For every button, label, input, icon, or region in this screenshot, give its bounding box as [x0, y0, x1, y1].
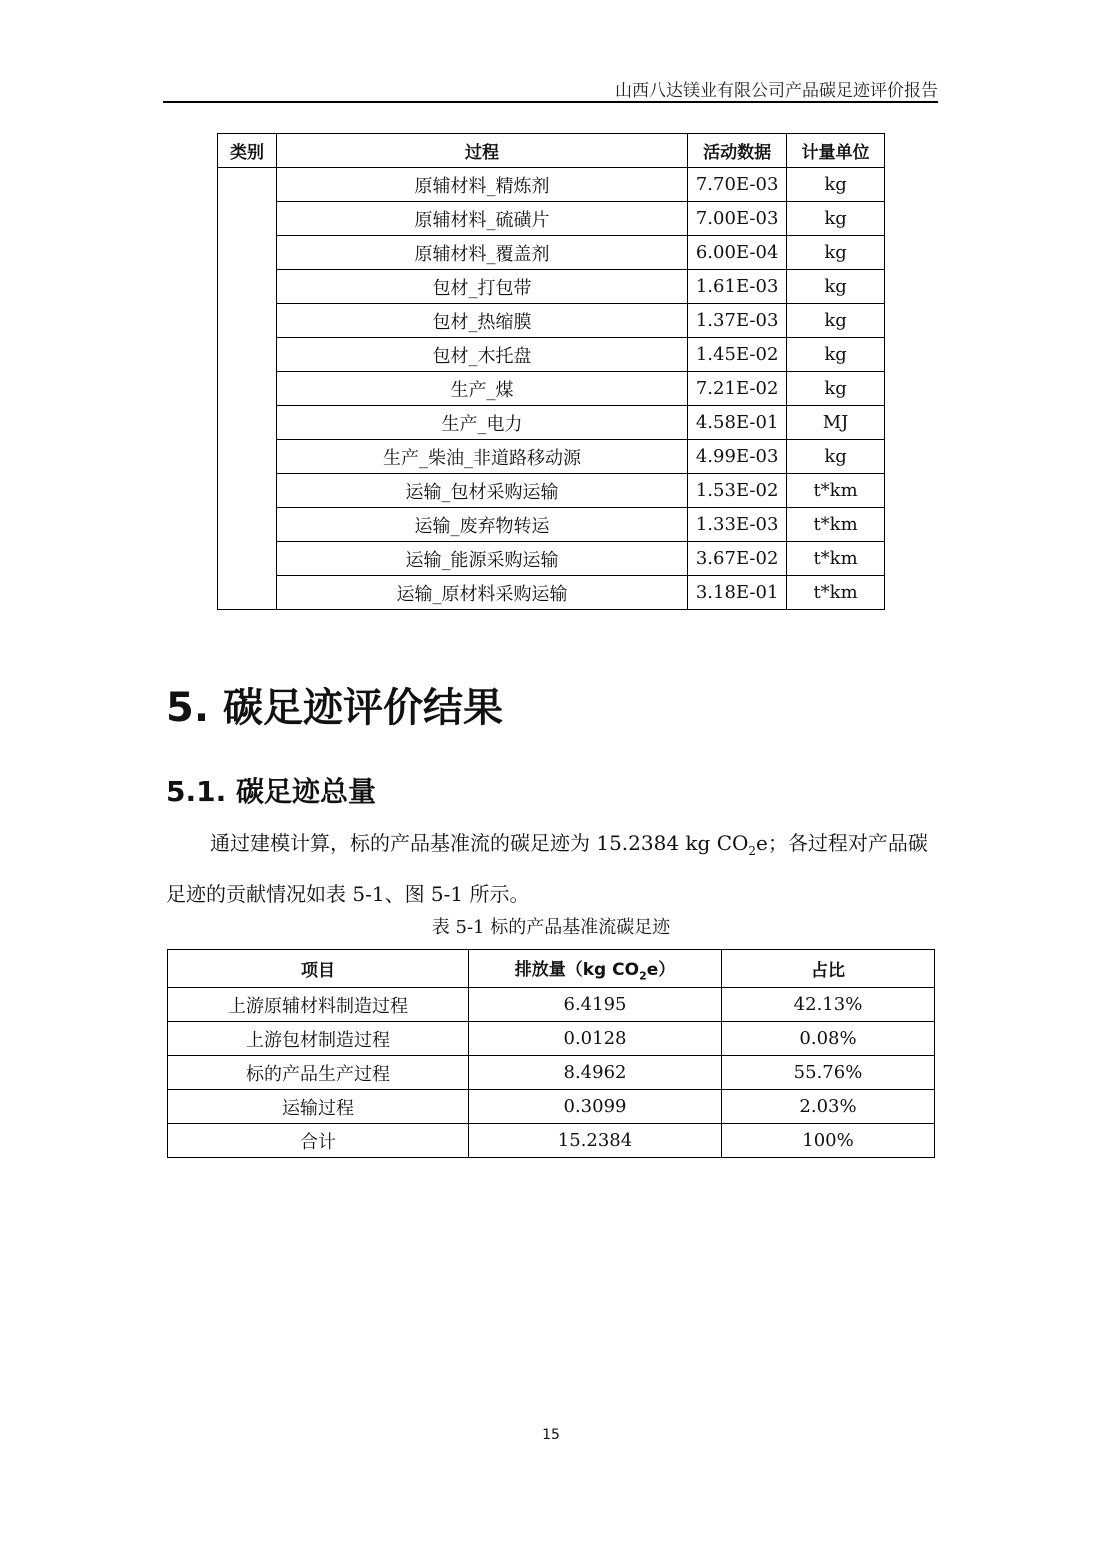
share-value: 2.03% [722, 1090, 935, 1124]
item-name: 合计 [168, 1124, 469, 1158]
table-row [218, 440, 885, 474]
activity-value: 3.18E-01 [688, 576, 787, 610]
share-value: 0.08% [722, 1022, 935, 1056]
activity-value: 1.33E-03 [688, 508, 787, 542]
section-title: 5. 碳足迹评价结果 [166, 685, 503, 731]
table-row [168, 1124, 935, 1158]
unit: kg [787, 168, 885, 202]
share-value: 100% [722, 1124, 935, 1158]
unit: kg [787, 236, 885, 270]
emission-value: 0.3099 [469, 1090, 722, 1124]
table-row [168, 1090, 935, 1124]
activity-value: 7.21E-02 [688, 372, 787, 406]
item-name: 运输过程 [168, 1090, 469, 1124]
share-value: 55.76% [722, 1056, 935, 1090]
header-share: 占比 [722, 950, 935, 988]
unit: t*km [787, 542, 885, 576]
process-name: 包材_木托盘 [276, 338, 687, 372]
item-name: 标的产品生产过程 [168, 1056, 469, 1090]
result-table-header-row [168, 950, 935, 988]
table-row [218, 168, 885, 202]
paragraph-text-part2: e；各过程对产品碳足迹的贡献情况如表 5-1、图 5-1 所示。 [166, 831, 928, 906]
process-name: 包材_打包带 [276, 270, 687, 304]
header-divider [163, 101, 938, 103]
unit: kg [787, 372, 885, 406]
paragraph-text-part1: 通过建模计算，标的产品基准流的碳足迹为 15.2384 kg CO [210, 831, 749, 855]
header-emission-prefix: 排放量（kg CO [514, 959, 640, 980]
process-name: 生产_柴油_非道路移动源 [276, 440, 687, 474]
table-caption: 表 5-1 标的产品基准流碳足迹 [431, 917, 671, 938]
process-name: 运输_能源采购运输 [276, 542, 687, 576]
header-item: 项目 [168, 950, 469, 988]
header-unit: 计量单位 [787, 134, 885, 168]
table-row [218, 576, 885, 610]
process-name: 运输_包材采购运输 [276, 474, 687, 508]
process-name: 运输_原材料采购运输 [276, 576, 687, 610]
unit: MJ [787, 406, 885, 440]
page-number: 15 [542, 1427, 560, 1443]
body-paragraph [166, 822, 938, 916]
table-row [218, 372, 885, 406]
emission-value: 6.4195 [469, 988, 722, 1022]
table-row [218, 338, 885, 372]
activity-value: 4.58E-01 [688, 406, 787, 440]
activity-value: 6.00E-04 [688, 236, 787, 270]
process-name: 运输_废弃物转运 [276, 508, 687, 542]
table-row [218, 236, 885, 270]
header-process: 过程 [276, 134, 687, 168]
unit: t*km [787, 508, 885, 542]
header-category: 类别 [218, 134, 277, 168]
subsection-title: 5.1. 碳足迹总量 [166, 775, 376, 808]
unit: kg [787, 440, 885, 474]
share-value: 42.13% [722, 988, 935, 1022]
item-name: 上游原辅材料制造过程 [168, 988, 469, 1022]
process-name: 原辅材料_硫磺片 [276, 202, 687, 236]
table-row [168, 1022, 935, 1056]
unit: kg [787, 304, 885, 338]
header-activity-data: 活动数据 [688, 134, 787, 168]
unit: kg [787, 270, 885, 304]
activity-value: 4.99E-03 [688, 440, 787, 474]
table-row [168, 988, 935, 1022]
activity-value: 1.37E-03 [688, 304, 787, 338]
process-name: 生产_电力 [276, 406, 687, 440]
table-row [218, 508, 885, 542]
table-row [218, 202, 885, 236]
header-emission-subscript: 2 [639, 969, 647, 983]
unit: t*km [787, 576, 885, 610]
category-cell [218, 168, 277, 610]
header-emission [469, 950, 722, 988]
table-row [218, 474, 885, 508]
header-emission-suffix: e） [646, 959, 676, 980]
process-name: 原辅材料_精炼剂 [276, 168, 687, 202]
process-name: 包材_热缩膜 [276, 304, 687, 338]
table-row [218, 542, 885, 576]
activity-value: 1.61E-03 [688, 270, 787, 304]
unit: kg [787, 338, 885, 372]
unit: kg [787, 202, 885, 236]
unit: t*km [787, 474, 885, 508]
activity-value: 1.53E-02 [688, 474, 787, 508]
table-row [218, 304, 885, 338]
item-name: 上游包材制造过程 [168, 1022, 469, 1056]
table-row [218, 270, 885, 304]
activity-value: 1.45E-02 [688, 338, 787, 372]
report-header-title: 山西八达镁业有限公司产品碳足迹评价报告 [615, 81, 938, 101]
emission-value: 15.2384 [469, 1124, 722, 1158]
process-activity-table [217, 133, 885, 610]
activity-value: 3.67E-02 [688, 542, 787, 576]
carbon-footprint-table [167, 949, 935, 1158]
process-name: 生产_煤 [276, 372, 687, 406]
activity-value: 7.00E-03 [688, 202, 787, 236]
emission-value: 8.4962 [469, 1056, 722, 1090]
table-row [168, 1056, 935, 1090]
activity-value: 7.70E-03 [688, 168, 787, 202]
table-row [218, 406, 885, 440]
emission-value: 0.0128 [469, 1022, 722, 1056]
process-name: 原辅材料_覆盖剂 [276, 236, 687, 270]
paragraph-subscript: 2 [748, 844, 757, 858]
process-table-header-row [218, 134, 885, 168]
